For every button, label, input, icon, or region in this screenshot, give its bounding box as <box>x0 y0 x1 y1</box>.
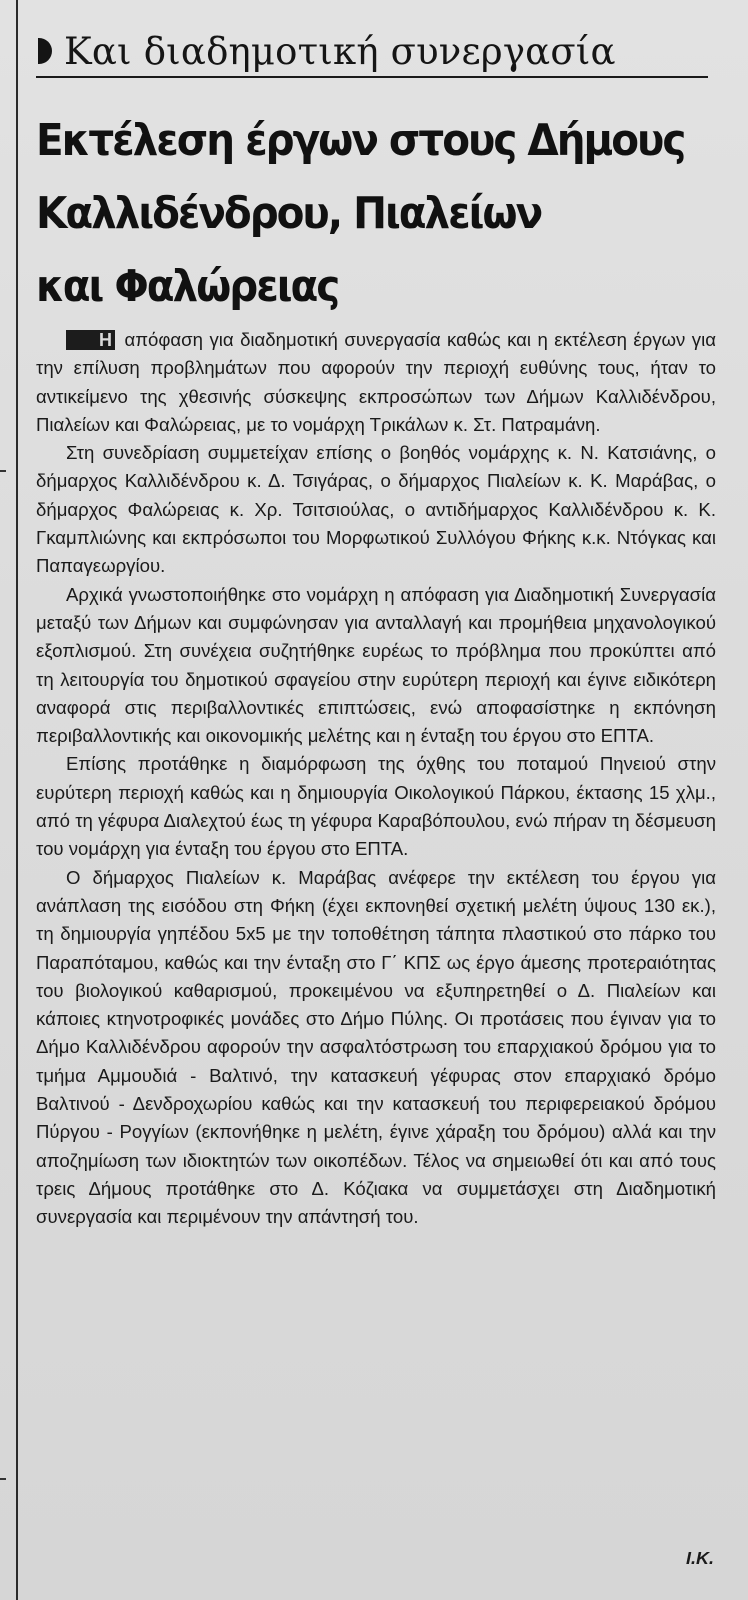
article-paragraph: Αρχικά γνωστοποιήθηκε στο νομάρχη η απόφαση για Διαδημοτική Συνεργασία μεταξύ των Δήμων και συμφώνησαν για ανταλλαγή και προμήθεια μηχανολογικού εξοπλισμού. Στη συνέχεια συζητήθηκε ευρέως το πρόβλημα που προκύπτει από τη λειτουργία του δημοτικού σφαγείου στην ευρύτερη περιοχή και έγινε ειδικότερη αναφορά στις περιβαλλοντικές επιπτώσεις, ενώ αποφασίστηκε η εκπόνηση περιβαλλοντικής και οικονομικής μελέτης και η ένταξη του έργου στο ΕΠΤΑ. <box>36 583 716 747</box>
article-body <box>36 326 716 1232</box>
headline-line: Καλλιδένδρου, Πιαλείων <box>36 188 542 239</box>
author-signature: Ι.Κ. <box>685 1548 714 1568</box>
article-paragraph <box>36 326 716 439</box>
article-paragraph: Στη συνεδρίαση συμμετείχαν επίσης ο βοηθός νομάρχης κ. Ν. Κατσιάνης, ο δήμαρχος Καλλιδένδρου κ. Δ. Τσιγάρας, ο δήμαρχος Πιαλείων κ. Κ. Μαράβας, ο δήμαρχος Φαλώρειας κ. Χρ. Τσιτσιούλας, ο αντιδήμαρχος Καλλιδένδρου κ. Κ. Γκαμπλιώνης και εκπρόσωποι του Μορφωτικού Συλλόγου Φήκης κ.κ. Ντόγκας και Παπαγεωργίου. <box>36 442 716 577</box>
article-paragraph: Επίσης προτάθηκε η διαμόρφωση της όχθης του ποταμού Πηνειού στην ευρύτερη περιοχή καθώς και η δημιουργία Οικολογικού Πάρκου, έκτασης 15 χλμ., από τη γέφυρα Διαλεχτού έως τη γέφυρα Καραβόπουλου, ενώ πήραν τη δέσμευση του νομάρχη για ένταξη του έργου στο ΕΠΤΑ. <box>36 753 716 860</box>
kicker-text: Και διαδημοτική συνεργασία <box>64 29 616 73</box>
headline-line: και Φαλώρειας <box>36 261 339 312</box>
headline-line: Εκτέλεση έργων στους Δήμους <box>36 115 685 166</box>
article-paragraph: Ο δήμαρχος Πιαλείων κ. Μαράβας ανέφερε την εκτέλεση του έργου για ανάπλαση της εισόδου στη Φήκη (έχει εκπονηθεί σχετική μελέτη ύψους 130 εκ.), τη δημιουργία γηπέδου 5x5 με την τοποθέτηση τάπητα πλαστικού στο πάρκο του Παραπόταμου, καθώς και την ένταξη στο Γ΄ ΚΠΣ ως έργο άμεσης προτεραιότητας του βιολογικού καθαρισμού, προκειμένου να εξυπηρετηθεί ο Δ. Πιαλείων και κάποιες κτηνοτροφικές μονάδες στο Δήμο Πύλης. Οι προτάσεις που έγιναν για το Δήμο Καλλιδένδρου αφορούν την ασφαλτόστρωση του επαρχιακού δρόμου για το τμήμα Αμμουδιά - Βαλτινό, την κατασκευή γέφυρας στον επαρχιακό δρόμο Βαλτινού - Δενδροχωρίου καθώς και την κατασκευή του περιφερειακού δρόμου Πύργου - Ρογγίων (εκπονήθηκε η μελέτη, έγινε χάραξη του δρόμου) αλλά και την αποζημίωση των ιδιοκτητών των οικοπέδων. Τέλος να σημειωθεί ότι και από τους τρεις Δήμους προτάθηκε στο Δ. Κόζιακα να συμμετάσχει στη Διαδημοτική συνεργασία και περιμένουν την απάντησή του. <box>36 866 716 1228</box>
kicker-bar <box>36 26 708 78</box>
margin-mark <box>0 1478 6 1480</box>
margin-mark <box>0 470 6 472</box>
headline <box>36 104 685 323</box>
paragraph-text: απόφαση για διαδημοτική συνεργασία καθώς και η εκτέλεση έργων για την επίλυση προβλημάτων που αφορούν την περιοχή ευθύνης τους, ήταν το αντικείμενο της χθεσινής σύσκεψης εκπροσώπων των Δήμων Καλλιδένδρου, Πιαλείων και Φαλώρειας, με το νομάρχη Τρικάλων κ. Στ. Πατραμάνη. <box>36 329 716 435</box>
kicker-bullet-icon <box>38 38 52 64</box>
column-rule <box>16 0 18 1600</box>
drop-cap: Η <box>66 330 115 350</box>
